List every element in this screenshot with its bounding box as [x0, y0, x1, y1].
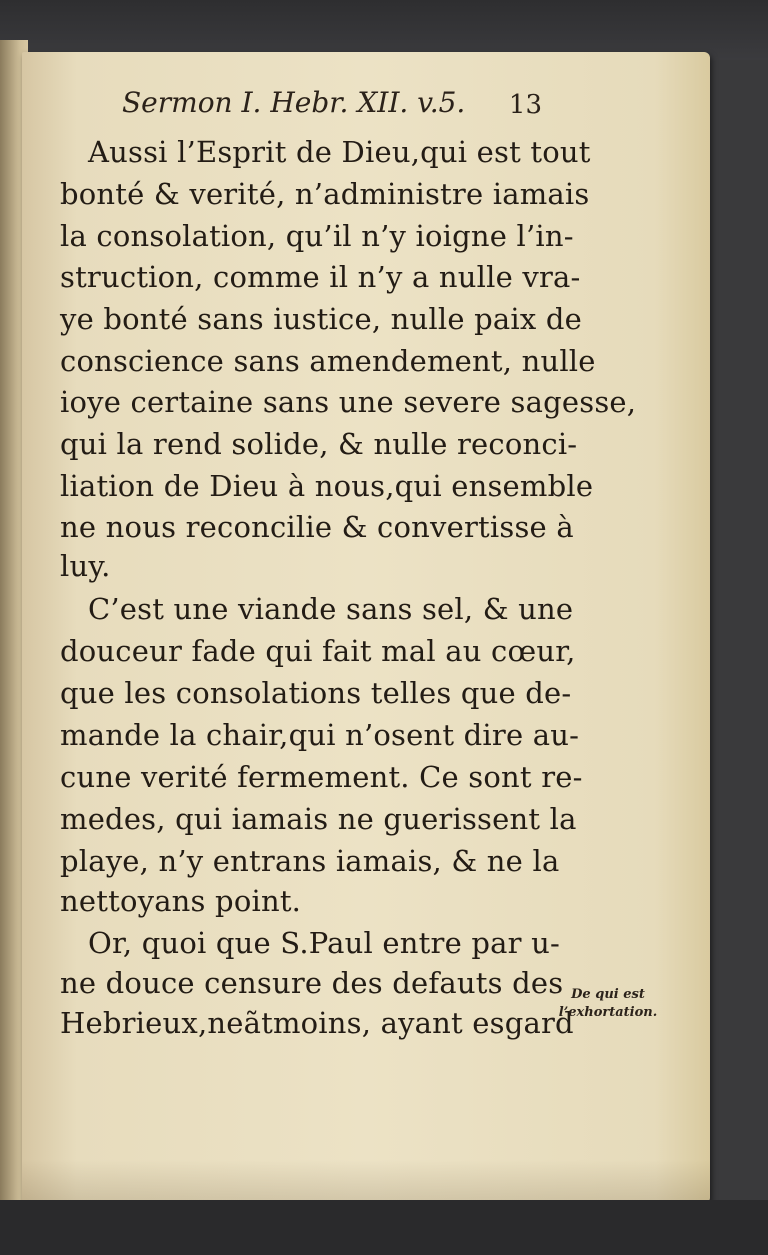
text-line: playe, n’y entrans iamais, & ne la — [60, 844, 560, 878]
margin-note-line: l’exhortation. — [558, 1005, 658, 1020]
text-line: luy. — [60, 549, 111, 583]
text-line: liation de Dieu à nous,qui ensemble — [60, 469, 594, 503]
text-line: conscience sans amendement, nulle — [60, 344, 596, 378]
text-line: douceur fade qui fait mal au cœur, — [60, 634, 576, 668]
text-line: ne nous reconcilie & convertisse à — [60, 510, 574, 544]
text-line: ne douce censure des defauts des — [60, 966, 564, 1000]
text-line: ye bonté sans iustice, nulle paix de — [60, 302, 582, 336]
text-line: que les consolations telles que de- — [60, 676, 572, 710]
text-line: medes, qui iamais ne guerissent la — [60, 802, 577, 836]
text-line: bonté & verité, n’administre iamais — [60, 177, 590, 211]
text-line: ioye certaine sans une severe sagesse, — [60, 385, 637, 419]
page-number: 13 — [508, 90, 542, 120]
scan-background-top — [0, 0, 768, 60]
text-line: cune verité fermement. Ce sont re- — [60, 760, 583, 794]
text-line: la consolation, qu’il n’y ioigne l’in- — [60, 219, 574, 253]
running-title: Sermon I. Hebr. XII. v.5. — [122, 86, 466, 119]
running-header — [122, 86, 542, 126]
text-line: mande la chair,qui n’osent dire au- — [60, 718, 580, 752]
text-line: nettoyans point. — [60, 884, 302, 918]
text-line: Aussi l’Esprit de Dieu,qui est tout — [88, 135, 591, 169]
text-line: Or, quoi que S.Paul entre par u- — [88, 926, 560, 960]
text-line: struction, comme il n’y a nulle vra- — [60, 260, 581, 294]
margin-note-line: De qui est — [571, 987, 645, 1002]
scan-background-bottom — [0, 1200, 768, 1255]
text-line: Hebrieux,neãtmoins, ayant esgard — [60, 1006, 574, 1040]
margin-note — [548, 986, 668, 1022]
text-line: qui la rend solide, & nulle reconci- — [60, 427, 578, 461]
text-line: C’est une viande sans sel, & une — [88, 592, 574, 626]
page-bottom-shade — [22, 1160, 710, 1202]
